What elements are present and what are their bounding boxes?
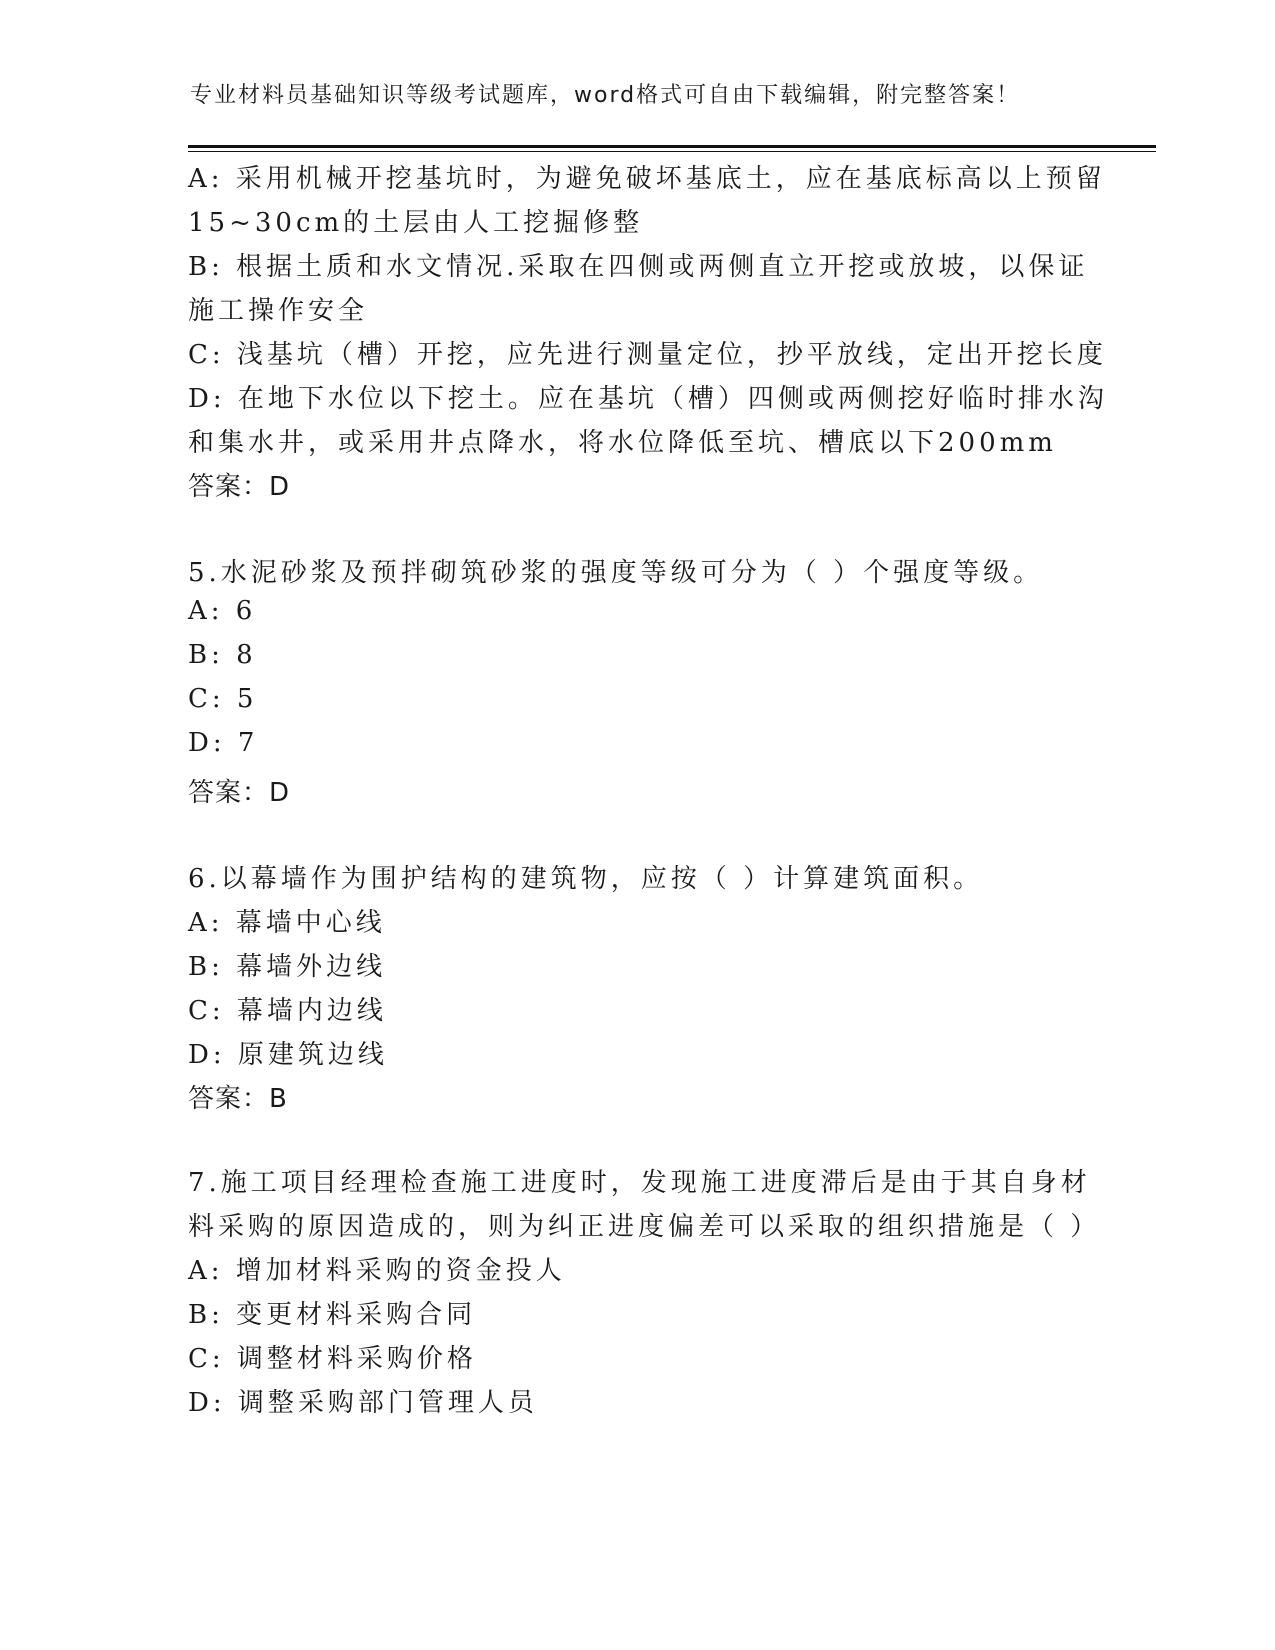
q6-answer: 答案：B <box>188 1084 288 1114</box>
q4-option-d-line1: D: 在地下水位以下挖土。应在基坑（槽）四侧或两侧挖好临时排水沟 <box>188 384 1108 414</box>
q4-option-b-line2: 施工操作安全 <box>188 296 369 326</box>
q6-option-d: D: 原建筑边线 <box>188 1040 388 1070</box>
q6-option-b: B: 幕墙外边线 <box>188 952 387 982</box>
q4-option-c: C: 浅基坑（槽）开挖，应先进行测量定位，抄平放线，定出开挖长度 <box>188 340 1107 370</box>
q7-option-a: A: 增加材料采购的资金投人 <box>188 1256 566 1286</box>
q5-option-c: C: 5 <box>188 684 258 714</box>
q7-option-c: C: 调整材料采购价格 <box>188 1344 477 1374</box>
q7-option-d: D: 调整采购部门管理人员 <box>188 1388 538 1418</box>
q6-option-c: C: 幕墙内边线 <box>188 996 387 1026</box>
q5-answer: 答案：D <box>188 778 291 808</box>
header-rule-thin <box>188 151 1156 152</box>
q5-option-a: A: 6 <box>188 596 257 626</box>
q5-option-b: B: 8 <box>188 640 257 670</box>
q4-option-b-line1: B: 根据土质和水文情况.采取在四侧或两侧直立开挖或放坡，以保证 <box>188 252 1089 282</box>
q4-answer: 答案：D <box>188 472 291 502</box>
q4-option-a-line2: 15~30cm的土层由人工挖掘修整 <box>188 208 644 238</box>
q6-option-a: A: 幕墙中心线 <box>188 908 386 938</box>
header-rule-thick <box>188 145 1156 148</box>
q7-option-b: B: 变更材料采购合同 <box>188 1300 477 1330</box>
q7-stem-line2: 料采购的原因造成的，则为纠正进度偏差可以采取的组织措施是（ ） <box>188 1212 1101 1242</box>
q4-option-d-line2: 和集水井，或采用井点降水，将水位降低至坑、槽底以下200mm <box>188 428 1057 458</box>
q7-stem-line1: 7.施工项目经理检查施工进度时，发现施工进度滞后是由于其自身材 <box>188 1168 1091 1198</box>
q5-option-d: D: 7 <box>188 728 259 758</box>
q5-stem: 5.水泥砂浆及预拌砌筑砂浆的强度等级可分为（ ）个强度等级。 <box>188 558 1044 588</box>
q6-stem: 6.以幕墙作为围护结构的建筑物，应按（ ）计算建筑面积。 <box>188 864 984 894</box>
page-header: 专业材料员基础知识等级考试题库，word格式可自由下载编辑，附完整答案！ <box>190 83 1021 108</box>
q4-option-a-line1: A: 采用机械开挖基坑时，为避免破坏基底土，应在基底标高以上预留 <box>188 164 1106 194</box>
